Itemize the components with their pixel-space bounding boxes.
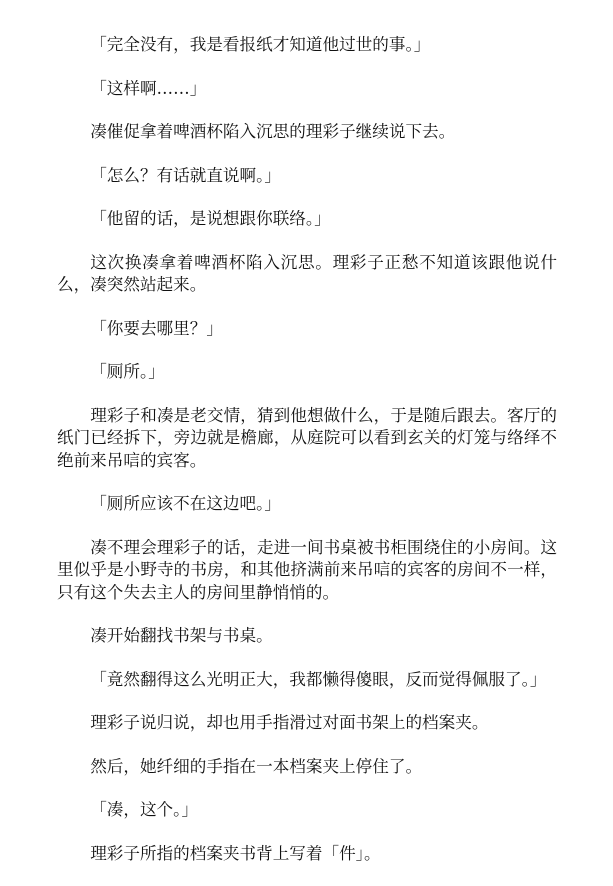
document-page: [57, 34, 557, 886]
paragraph: 「你要去哪里？」: [90, 318, 223, 338]
paragraph: 「竟然翻得这么光明正大，我都懒得傻眼，反而觉得佩服了。」: [90, 669, 547, 689]
paragraph: 理彩子和凑是老交情，猜到他想做什么，于是随后跟去。客厅的纸门已经拆下，旁边就是檐廊，从庭院可以看到玄关的灯笼与络绎不绝前来吊唁的宾客。: [57, 405, 557, 470]
paragraph: 理彩子说归说，却也用手指滑过对面书架上的档案夹。: [90, 713, 489, 732]
paragraph: 「厕所应该不在这边吧。」: [90, 494, 282, 513]
paragraph: 「他留的话，是说想跟你联络。」: [90, 209, 331, 228]
paragraph: 理彩子所指的档案夹书背上写着「件」。: [90, 843, 381, 863]
paragraph: 这次换凑拿着啤酒杯陷入沉思。理彩子正愁不知道该跟他说什么，凑突然站起来。: [57, 252, 557, 294]
paragraph: 然后，她纤细的手指在一本档案夹上停住了。: [90, 756, 423, 776]
paragraph: 「厕所。」: [90, 362, 165, 381]
paragraph: 「完全没有，我是看报纸才知道他过世的事。」: [90, 35, 431, 54]
paragraph: 「这样啊……」: [90, 78, 207, 98]
paragraph: 凑开始翻找书架与书桌。: [90, 626, 273, 645]
paragraph: 「凑，这个。」: [90, 800, 199, 819]
paragraph: 凑不理会理彩子的话，走进一间书桌被书柜围绕住的小房间。这里似乎是小野寺的书房，和其他挤满前来吊唁的宾客的房间不一样，只有这个失去主人的房间里静悄悄的。: [57, 537, 557, 602]
paragraph: 「怎么？有话就直说啊。」: [90, 165, 282, 185]
paragraph: 凑催促拿着啤酒杯陷入沉思的理彩子继续说下去。: [90, 122, 456, 141]
